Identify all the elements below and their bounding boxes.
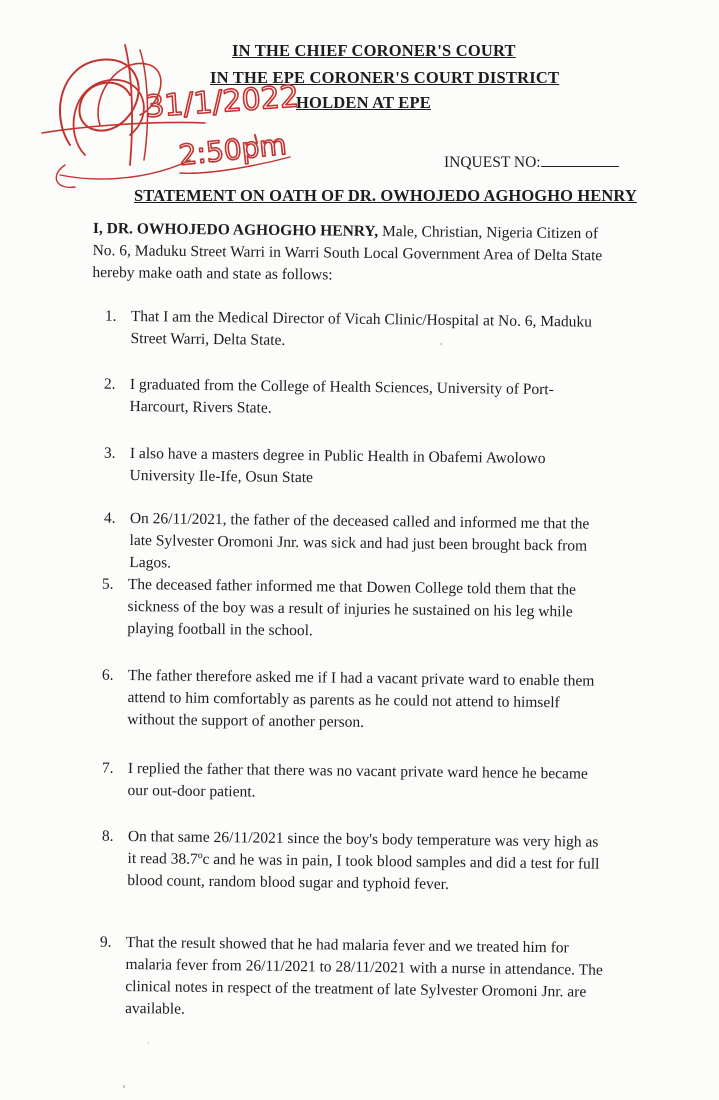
scan-speck (148, 1042, 149, 1044)
inquest-blank-line (541, 152, 619, 167)
paragraph-4 (103, 508, 612, 580)
paragraph-number: 8. (101, 827, 114, 845)
paragraph-text: I also have a masters degree in Public Health in Obafemi Awolowo University Ile-Ife, Osun State (129, 444, 546, 487)
paragraph-6 (101, 665, 610, 737)
paragraph-text: The deceased father informed me that Dowen College told them that the sickness of the boy was a result of injuries he sustained on his leg while playing football in the school. (127, 575, 576, 640)
paragraph-number: 1. (104, 307, 117, 325)
paragraph-2 (103, 374, 612, 424)
paragraph-text: I replied the father that there was no vacant private ward hence he became our out-door patient. (127, 759, 588, 801)
scan-speck (123, 1085, 125, 1088)
intro-paragraph (92, 218, 621, 290)
paragraph-number: 9. (99, 933, 112, 951)
deponent-name: I, DR. OWHOJEDO AGHOGHO HENRY, (92, 219, 379, 240)
paragraph-9 (99, 932, 608, 1026)
court-title-line2: IN THE EPE CORONER'S COURT DISTRICT (210, 68, 560, 87)
paragraph-7 (101, 758, 610, 808)
paragraph-8 (101, 826, 610, 898)
paragraph-5 (101, 574, 610, 646)
stamp-time: 2:50pm (177, 127, 289, 172)
inquest-number-field (444, 152, 619, 172)
paragraph-text: That I am the Medical Director of Vicah Clinic/Hospital at No. 6, Maduku Street Warri, Delta State. (130, 307, 593, 349)
paragraph-number: 2. (103, 375, 116, 393)
court-title-line3: HOLDEN AT EPE (296, 93, 431, 112)
intro-text: Male, Christian, Nigeria Citizen of No. 6, Maduku Street Warri in Warri South Local Government Area of Delta State hereby make oath and state as follows: (92, 222, 603, 284)
signature-scribble (60, 60, 139, 145)
scan-speck (440, 343, 442, 345)
paragraph-number: 4. (103, 509, 116, 527)
stamp-date: 31/1/2022 (144, 79, 301, 125)
paragraph-text: On 26/11/2021, the father of the deceased called and informed me that the late Sylvester Oromoni Jnr. was sick and had just been brought back from Lagos. (129, 509, 590, 572)
inquest-label: INQUEST NO: (444, 154, 541, 171)
court-title-line1: IN THE CHIEF CORONER'S COURT (232, 41, 516, 60)
paragraph-3 (103, 443, 612, 493)
paragraph-number: 3. (103, 444, 116, 462)
paragraph-text: The father therefore asked me if I had a vacant private ward to enable them attend to him comfortably as parents as he could not attend to himself without the support of another person. (127, 666, 595, 731)
paragraph-number: 7. (101, 759, 114, 777)
paragraph-number: 6. (101, 666, 114, 684)
paragraph-number: 5. (101, 575, 114, 593)
paragraph-text: On that same 26/11/2021 since the boy's body temperature was very high as it read 38.7ºc and he was in pain, I took blood samples and did a test for full blood count, random blood sugar and typhoid fever. (127, 827, 600, 893)
statement-title: STATEMENT ON OATH OF DR. OWHOJEDO AGHOGHO HENRY (134, 186, 637, 205)
paragraph-text: I graduated from the College of Health Sciences, University of Port-Harcourt, Rivers State. (129, 375, 554, 417)
paragraph-1 (104, 306, 613, 356)
paragraph-text: That the result showed that he had malaria fever and we treated him for malaria fever from 26/11/2021 to 28/11/2021 with a nurse in attendance. The clinical notes in respect of the treatment of late Sylvester Oromoni Jnr. are available. (124, 933, 603, 1018)
